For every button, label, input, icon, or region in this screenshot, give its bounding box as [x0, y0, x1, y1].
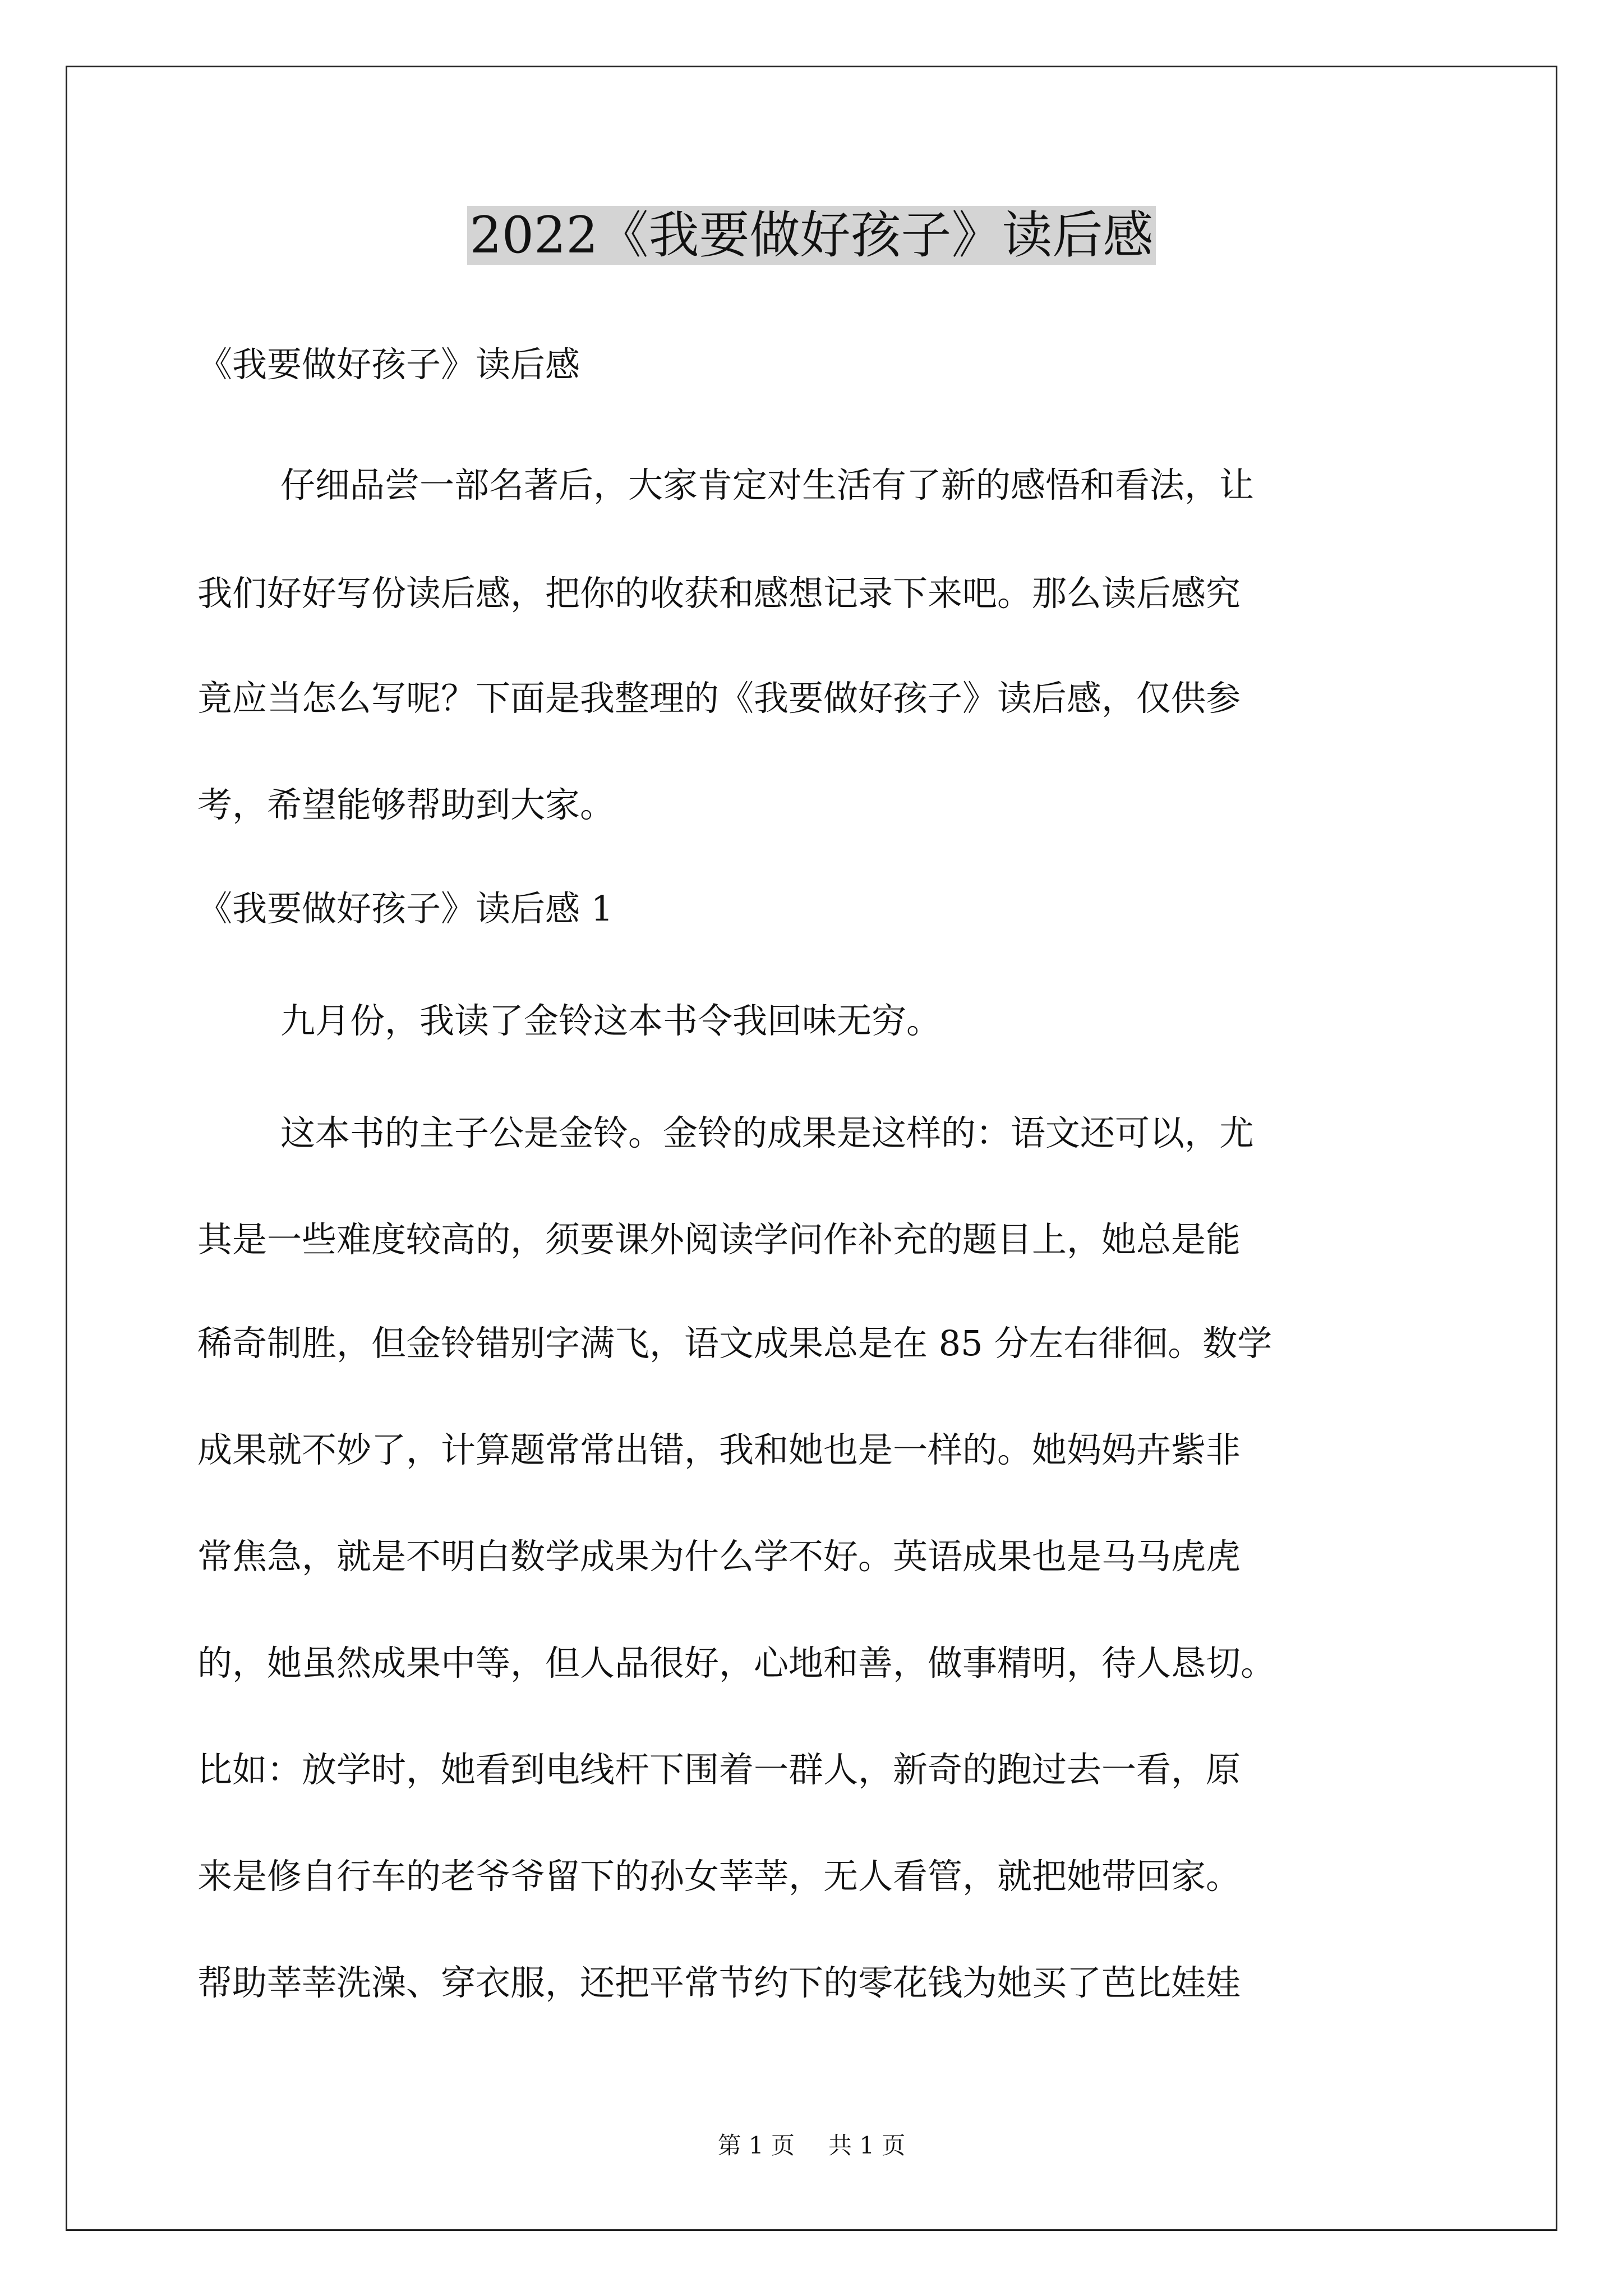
paragraph-line: 考，希望能够帮助到大家。 [197, 784, 615, 825]
section-heading: 《我要做好孩子》读后感 [197, 344, 580, 385]
paragraph-line: 常焦急，就是不明白数学成果为什么学不好。英语成果也是马马虎虎 [197, 1536, 1241, 1577]
paragraph-line: 仔细品尝一部名著后，大家肯定对生活有了新的感悟和看法，让 [280, 464, 1255, 505]
paragraph-line: 我们好好写份读后感，把你的收获和感想记录下来吧。那么读后感究 [197, 573, 1241, 614]
document-title [0, 196, 1623, 275]
paragraph-line: 比如：放学时，她看到电线杆下围着一群人，新奇的跑过去一看，原 [197, 1749, 1241, 1790]
page-number: 第 1 页 [717, 2132, 795, 2159]
paragraph-line: 帮助莘莘洗澡、穿衣服，还把平常节约下的零花钱为她买了芭比娃娃 [197, 1962, 1241, 2003]
paragraph-line: 竟应当怎么写呢？下面是我整理的《我要做好孩子》读后感，仅供参 [197, 678, 1241, 719]
paragraph-line: 其是一些难度较高的，须要课外阅读学问作补充的题目上，她总是能 [197, 1219, 1241, 1260]
document-title-text: 2022《我要做好孩子》读后感 [467, 206, 1155, 265]
paragraph-line: 这本书的主子公是金铃。金铃的成果是这样的：语文还可以，尤 [280, 1112, 1255, 1153]
paragraph-line: 的，她虽然成果中等，但人品很好，心地和善，做事精明，待人恳切。 [197, 1642, 1276, 1683]
page-footer [0, 2129, 1623, 2162]
paragraph-line: 九月份，我读了金铃这本书令我回味无穷。 [280, 1000, 942, 1041]
paragraph-line: 稀奇制胜，但金铃错别字满飞，语文成果总是在 85 分左右徘徊。数学 [197, 1323, 1272, 1364]
page-total: 共 1 页 [828, 2132, 906, 2159]
paragraph-line: 来是修自行车的老爷爷留下的孙女莘莘，无人看管，就把她带回家。 [197, 1856, 1241, 1897]
section-heading: 《我要做好孩子》读后感 1 [197, 888, 614, 929]
paragraph-line: 成果就不妙了，计算题常常出错，我和她也是一样的。她妈妈卉紫非 [197, 1429, 1241, 1470]
